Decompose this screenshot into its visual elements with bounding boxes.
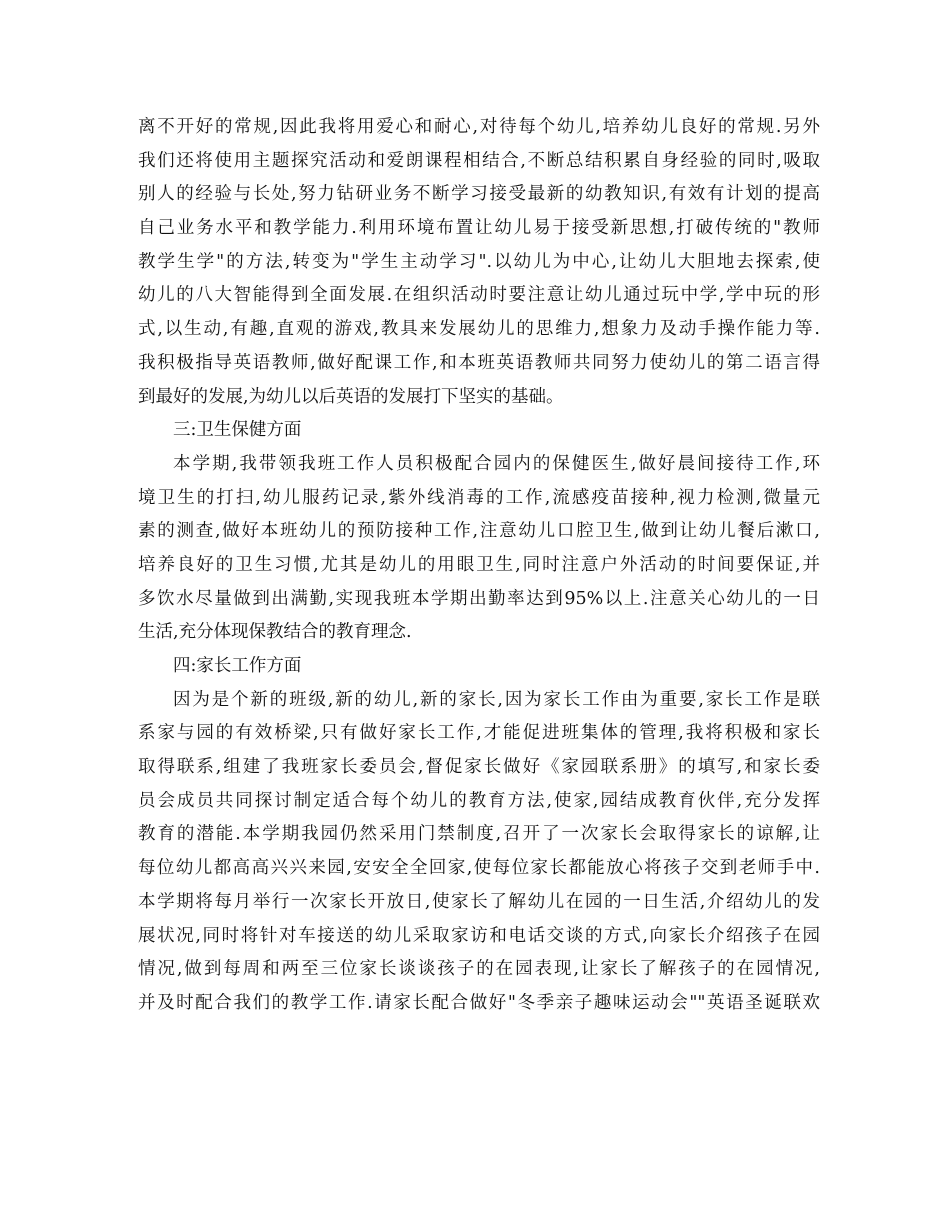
paragraph-line: 取得联系,组建了我班家长委员会,督促家长做好《家园联系册》的填写,和家长委 (138, 757, 820, 778)
paragraph-line: 素的测查,做好本班幼儿的预防接种工作,注意幼儿口腔卫生,做到让幼儿餐后漱口, (138, 521, 820, 542)
paragraph-line: 因为是个新的班级,新的幼儿,新的家长,因为家长工作由为重要,家长工作是联 (173, 689, 820, 710)
paragraph-line: 教学生学"的方法,转变为"学生主动学习".以幼儿为中心,让幼儿大胆地去探索,使 (138, 251, 820, 272)
paragraph-line: 自己业务水平和教学能力.利用环境布置让幼儿易于接受新思想,打破传统的"教师 (138, 218, 820, 239)
paragraph-line: 到最好的发展,为幼儿以后英语的发展打下坚实的基础。 (138, 386, 564, 407)
paragraph-line: 情况,做到每周和两至三位家长谈谈孩子的在园表现,让家长了解孩子的在园情况, (138, 959, 820, 980)
paragraph-line: 别人的经验与长处,努力钻研业务不断学习接受最新的幼教知识,有效有计划的提高 (138, 184, 820, 205)
paragraph-line: 我积极指导英语教师,做好配课工作,和本班英语教师共同努力使幼儿的第二语言得 (138, 352, 820, 373)
paragraph-line: 并及时配合我们的教学工作.请家长配合做好"冬季亲子趣味运动会""英语圣诞联欢 (138, 992, 820, 1013)
paragraph-line: 员会成员共同探讨制定适合每个幼儿的教育方法,使家,园结成教育伙伴,充分发挥 (138, 790, 820, 811)
section-heading-parents: 四:家长工作方面 (173, 656, 302, 676)
paragraph-line: 教育的潜能.本学期我园仍然采用门禁制度,召开了一次家长会取得家长的谅解,让 (138, 824, 820, 845)
paragraph-line: 每位幼儿都高高兴兴来园,安安全全回家,使每位家长都能放心将孩子交到老师手中. (138, 858, 820, 879)
paragraph-line: 幼儿的八大智能得到全面发展.在组织活动时要注意让幼儿通过玩中学,学中玩的形 (138, 285, 820, 306)
paragraph-line: 离不开好的常规,因此我将用爱心和耐心,对待每个幼儿,培养幼儿良好的常规.另外 (138, 117, 820, 137)
section-heading-hygiene: 三:卫生保健方面 (173, 420, 302, 441)
paragraph-line: 培养良好的卫生习惯,尤其是幼儿的用眼卫生,同时注意户外活动的时间要保证,并 (138, 554, 820, 575)
paragraph-line: 我们还将使用主题探究活动和爱朗课程相结合,不断总结积累自身经验的同时,吸取 (138, 150, 820, 171)
paragraph-line: 生活,充分体现保教结合的教育理念. (138, 622, 412, 643)
paragraph-line: 多饮水尽量做到出满勤,实现我班本学期出勤率达到95%以上.注意关心幼儿的一日 (138, 588, 820, 609)
paragraph-line: 本学期,我带领我班工作人员积极配合园内的保健医生,做好晨间接待工作,环 (173, 453, 820, 474)
paragraph-line: 境卫生的打扫,幼儿服药记录,紫外线消毒的工作,流感疫苗接种,视力检测,微量元 (138, 487, 820, 508)
paragraph-line: 本学期将每月举行一次家长开放日,使家长了解幼儿在园的一日生活,介绍幼儿的发 (138, 891, 820, 912)
paragraph-line: 系家与园的有效桥梁,只有做好家长工作,才能促进班集体的管理,我将积极和家长 (138, 723, 820, 744)
document-body (138, 111, 820, 1021)
paragraph-line: 展状况,同时将针对车接送的幼儿采取家访和电话交谈的方式,向家长介绍孩子在园 (138, 925, 820, 946)
paragraph-line: 式,以生动,有趣,直观的游戏,教具来发展幼儿的思维力,想象力及动手操作能力等. (138, 319, 820, 340)
